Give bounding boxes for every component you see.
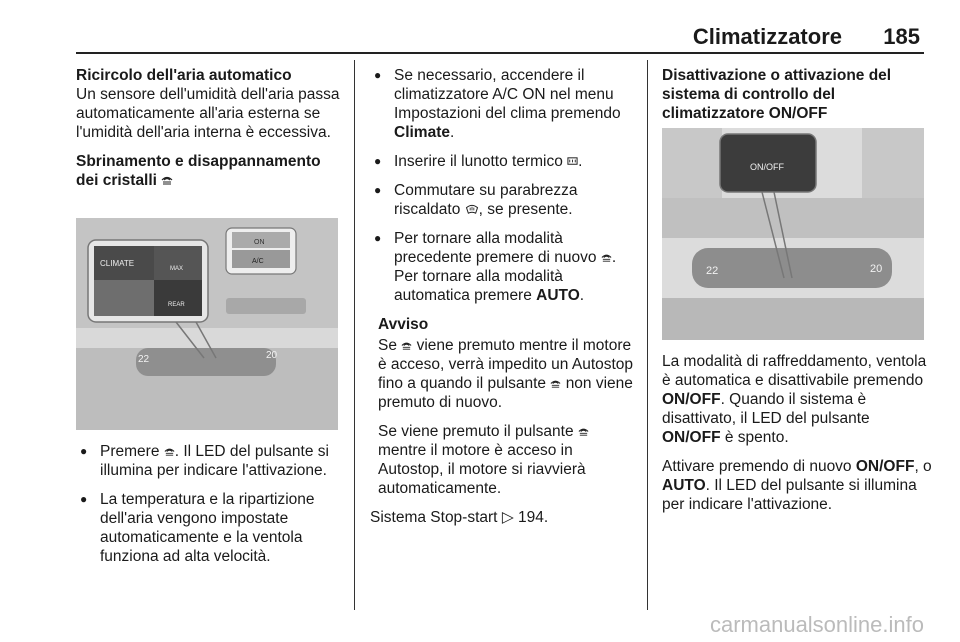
defrost-max-icon: [550, 378, 561, 389]
defrost-max-icon: [161, 174, 173, 186]
page-number: 185: [883, 24, 920, 49]
watermark-footer: carmanualsonline.info: [709, 612, 924, 637]
column-1: [76, 66, 340, 190]
p1-text-c: è spento.: [724, 429, 789, 446]
stop-start-text: Sistema Stop-start: [370, 509, 498, 526]
column-2: [370, 66, 636, 537]
col2-bullet-1: [370, 66, 636, 142]
p1-onoff-bold-2: ON/OFF: [662, 429, 721, 446]
b3-text-a: Commutare su parabrezza riscaldato: [394, 182, 578, 218]
b1-text-a: Se necessario, accendere il climatizzatore A/C ON nel menu Impostazioni del clima premendo: [394, 67, 621, 122]
page-title: Climatizzatore: [692, 24, 842, 49]
photo1-temp-right: 20: [266, 350, 278, 361]
p1-onoff-bold-1: ON/OFF: [662, 391, 721, 408]
b4-text-a: Per tornare alla modalità precedente premere di nuovo: [394, 230, 597, 266]
bullet1-text-b: . Il LED del pulsante si illumina per indicare l'attivazione.: [100, 443, 329, 479]
notice1-text-a: Se: [378, 337, 397, 354]
notice2-text-b: mentre il motore è acceso in Autostop, il motore si riavvierà automaticamente.: [378, 442, 586, 497]
p2-auto-bold: AUTO: [662, 477, 706, 494]
defrost-max-icon: [578, 426, 589, 437]
rear-defrost-icon: [567, 156, 578, 167]
photo1-ac-label: A/C: [252, 258, 264, 265]
p2-text-b: , o: [914, 458, 932, 475]
p1-text-a: La modalità di raffreddamento, ventola è automatica e disattivabile premendo: [662, 353, 927, 389]
p2-text-a: Attivare premendo di nuovo: [662, 458, 852, 475]
defrost-max-icon: [601, 252, 612, 263]
page-header: [0, 0, 960, 52]
defrost-max-icon: [164, 446, 175, 457]
column-divider-2: [647, 60, 648, 610]
onoff-button-photo: [662, 128, 924, 340]
stop-start-reference[interactable]: [370, 508, 636, 527]
column-divider-1: [354, 60, 355, 610]
col3-paragraph-2: [662, 457, 932, 514]
notice2-text-a: Se viene premuto il pulsante: [378, 423, 574, 440]
defrost-max-icon: [401, 340, 412, 351]
notice1-text-b: viene premuto mentre il motore è acceso, verrà impedito un Autostop fino a quando il pulsante: [378, 337, 634, 392]
col2-bullet-list: [370, 66, 636, 305]
col1-bullet-2: ● La temperatura e la ripartizione dell'aria vengono impostate automaticamente e la ventola funziona ad alta velocità.: [76, 490, 340, 566]
col2-bullet-3: [370, 181, 636, 219]
col1-bullet-1: [76, 442, 340, 480]
column-3: [662, 66, 932, 123]
notice-paragraph-2: [378, 422, 636, 498]
notice-paragraph-1: [378, 336, 636, 412]
photo2-onoff-label: ON/OFF: [750, 162, 784, 172]
heading-defrost-text: Sbrinamento e disappannamento dei cristalli: [76, 153, 321, 189]
heading-recirculation: Ricircolo dell'aria automatico: [76, 67, 292, 84]
photo2-temp-left: 22: [706, 265, 719, 277]
p2-onoff-bold: ON/OFF: [855, 458, 915, 475]
photo1-climate-label: CLIMATE: [100, 259, 135, 268]
b4-text-c: .: [579, 287, 585, 304]
notice-box: [370, 315, 636, 498]
photo2-temp-right: 20: [870, 263, 883, 275]
p1-text-b: . Quando il sistema è disattivato, il LED del pulsante: [662, 391, 870, 427]
b4-auto-bold: AUTO: [536, 287, 580, 304]
column-1-bullets: [76, 442, 340, 576]
b4-text-b: . Per tornare alla modalità automatica premere: [394, 249, 617, 304]
page-ref-arrow-icon: ▷: [501, 509, 514, 526]
b1-climate-bold: Climate: [394, 124, 450, 141]
column-3-text: [662, 352, 932, 524]
heading-defrost: [76, 152, 340, 190]
notice-title: Avviso: [378, 316, 429, 333]
col3-paragraph-1: [662, 352, 932, 447]
photo1-temp-left: 22: [138, 354, 150, 365]
bullet1-text-a: Premere: [100, 443, 160, 460]
defrost-buttons-photo: [76, 218, 338, 430]
col1-bullet-list: [76, 442, 340, 566]
col2-bullet-4: [370, 229, 636, 305]
heated-windscreen-icon: [465, 204, 479, 215]
b2-text-c: .: [578, 153, 583, 170]
header-rule: [76, 52, 924, 54]
notice1-text-c: non viene premuto di nuovo.: [378, 375, 633, 411]
b3-text-c: , se presente.: [478, 201, 573, 218]
photo1-max-label: MAX: [170, 266, 184, 272]
heading-onoff: Disattivazione o attivazione del sistema di controllo del climatizzatore ON/OFF: [662, 67, 892, 122]
paragraph-humidity: Un sensore dell'umidità dell'aria passa automaticamente all'aria esterna se l'umidità dell'aria interna è eccessiva.: [76, 86, 340, 141]
p2-text-c: . Il LED del pulsante si illumina per indicare l'attivazione.: [662, 477, 917, 513]
photo1-on-label: ON: [254, 239, 265, 246]
stop-start-page-ref: 194.: [518, 509, 549, 526]
photo1-rear-label: REAR: [168, 302, 185, 308]
b2-text-a: Inserire il lunotto termico: [394, 153, 563, 170]
col2-bullet-2: [370, 152, 636, 171]
b1-text-c: .: [450, 124, 455, 141]
